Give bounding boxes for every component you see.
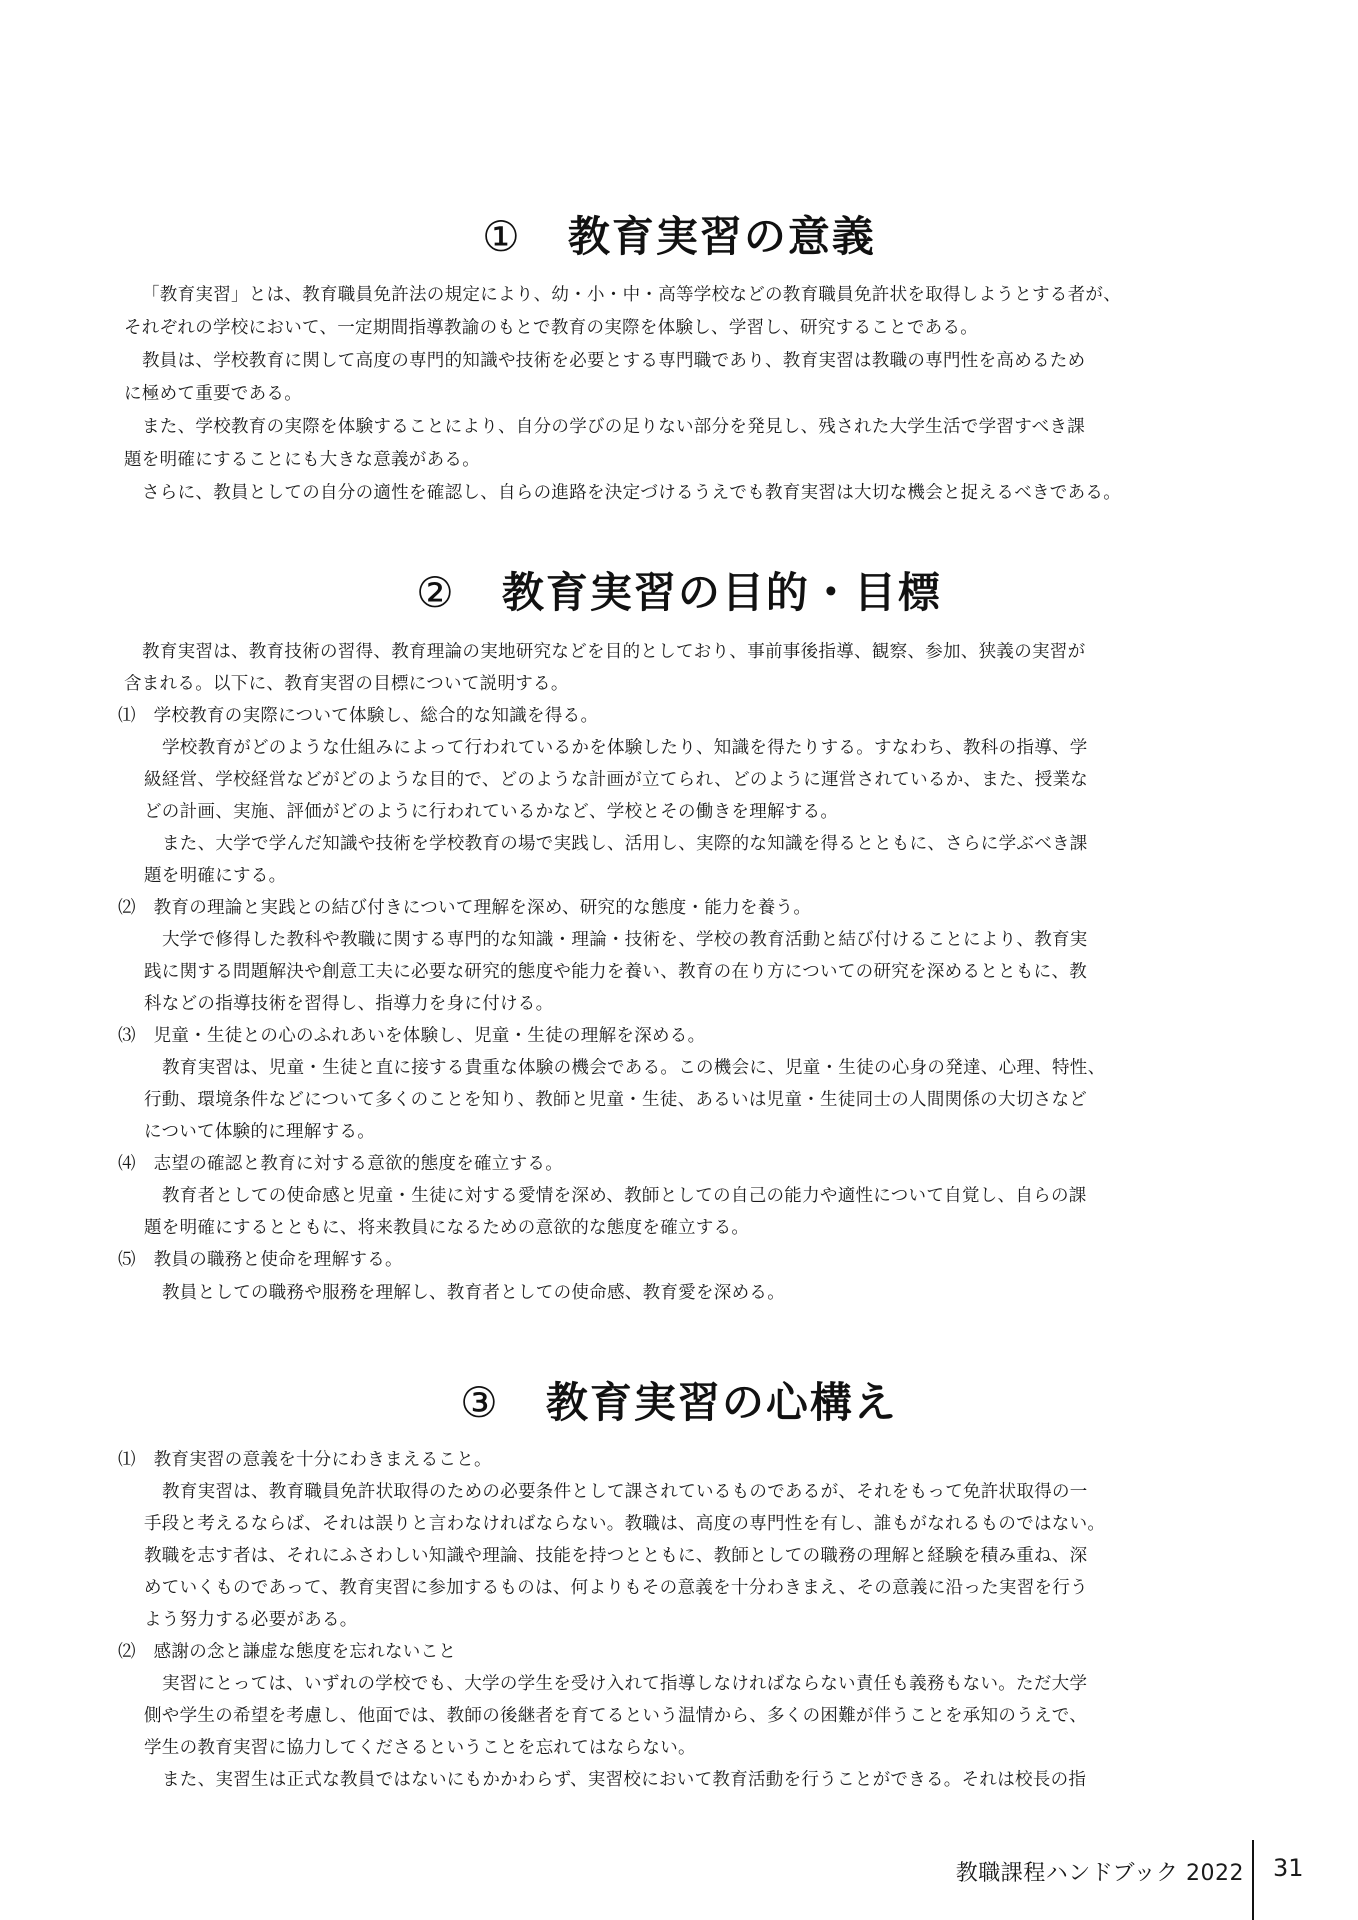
section-1-line: また、学校教育の実際を体験することにより、自分の学びの足りない部分を発見し、残された大学生活で学習すべき課 — [142, 417, 1086, 437]
section-1-line: に極めて重要である。 — [124, 384, 302, 404]
section-2-line: 大学で修得した教科や教職に関する専門的な知識・理論・技術を、学校の教育活動と結び付けることにより、教育実 — [162, 930, 1088, 950]
section-2-line: 学校教育がどのような仕組みによって行われているかを体験したり、知識を得たりする。すなわち、教科の指導、学 — [162, 738, 1088, 758]
section-1-title: 教育実習の意義 — [567, 212, 876, 261]
section-3-heading — [0, 1370, 1358, 1430]
section-2-line: について体験的に理解する。 — [144, 1122, 376, 1142]
page-footer — [0, 1840, 1358, 1900]
section-3-line: 手段と考えるならば、それは誤りと言わなければならない。教職は、高度の専門性を有し、誰もがなれるものではない。 — [144, 1514, 1106, 1534]
section-2-number: ② — [416, 568, 456, 617]
section-3-line: 教育実習は、教育職員免許状取得のための必要条件として課されているものであるが、それをもって免許状取得の一 — [162, 1482, 1088, 1502]
section-2-item-heading: ⑵ 教育の理論と実践との結び付きについて理解を深め、研究的な態度・能力を養う。 — [118, 898, 812, 918]
section-2-line: また、大学で学んだ知識や技術を学校教育の場で実践し、活用し、実際的な知識を得るとともに、さらに学ぶべき課 — [162, 834, 1088, 854]
footer-divider — [1252, 1840, 1254, 1920]
section-2-line: 教育実習は、教育技術の習得、教育理論の実地研究などを目的としており、事前事後指導、観察、参加、狭義の実習が — [142, 642, 1086, 662]
section-3-item-heading: ⑵ 感謝の念と謙虚な態度を忘れないこと — [118, 1642, 457, 1662]
section-2-heading — [0, 560, 1358, 620]
page-number: 31 — [1273, 1854, 1304, 1882]
section-3-number: ③ — [460, 1378, 500, 1427]
section-3-item-heading: ⑴ 教育実習の意義を十分にわきまえること。 — [118, 1450, 492, 1470]
section-2-line: 教育実習は、児童・生徒と直に接する貴重な体験の機会である。この機会に、児童・生徒の心身の発達、心理、特性、 — [162, 1058, 1106, 1078]
section-2-line: 教育者としての使命感と児童・生徒に対する愛情を深め、教師としての自己の能力や適性について自覚し、自らの課 — [162, 1186, 1087, 1206]
section-2-line: 題を明確にする。 — [144, 866, 287, 886]
section-1-line: それぞれの学校において、一定期間指導教諭のもとで教育の実際を体験し、学習し、研究することである。 — [124, 318, 979, 338]
section-1-line: 教員は、学校教育に関して高度の専門的知識や技術を必要とする専門職であり、教育実習は教職の専門性を高めるため — [142, 351, 1086, 371]
section-2-line: 科などの指導技術を習得し、指導力を身に付ける。 — [144, 994, 554, 1014]
section-2-line: どの計画、実施、評価がどのように行われているかなど、学校とその働きを理解する。 — [144, 802, 839, 822]
book-title: 教職課程ハンドブック 2022 — [955, 1861, 1244, 1886]
section-1-line: 題を明確にすることにも大きな意義がある。 — [124, 450, 480, 470]
section-2-line: 級経営、学校経営などがどのような目的で、どのような計画が立てられ、どのように運営されているか、また、授業な — [144, 770, 1089, 790]
section-3-line: また、実習生は正式な教員ではないにもかかわらず、実習校において教育活動を行うことができる。それは校長の指 — [162, 1770, 1087, 1790]
section-2-line: 含まれる。以下に、教育実習の目標について説明する。 — [124, 674, 569, 694]
section-2-line: 教員としての職務や服務を理解し、教育者としての使命感、教育愛を深める。 — [162, 1283, 785, 1303]
section-1-line: 「教育実習」とは、教育職員免許法の規定により、幼・小・中・高等学校などの教育職員免許状を取得しようとする者が、 — [142, 285, 1121, 305]
section-3-line: めていくものであって、教育実習に参加するものは、何よりもその意義を十分わきまえ、その意義に沿った実習を行う — [144, 1578, 1088, 1598]
section-2-title: 教育実習の目的・目標 — [501, 568, 942, 617]
section-3-line: 側や学生の希望を考慮し、他面では、教師の後継者を育てるという温情から、多くの困難が伴うことを承知のうえで、 — [144, 1706, 1088, 1726]
section-1-heading — [0, 204, 1358, 264]
section-1-line: さらに、教員としての自分の適性を確認し、自らの進路を決定づけるうえでも教育実習は大切な機会と捉えるべきである。 — [142, 483, 1121, 503]
section-3-title: 教育実習の心構え — [545, 1378, 898, 1427]
section-2-item-heading: ⑷ 志望の確認と教育に対する意欲的態度を確立する。 — [118, 1154, 563, 1174]
section-2-line: 践に関する問題解決や創意工夫に必要な研究的態度や能力を養い、教育の在り方についての研究を深めるとともに、教 — [144, 962, 1088, 982]
section-1-number: ① — [482, 212, 522, 261]
section-3-line: よう努力する必要がある。 — [144, 1610, 358, 1630]
section-3-line: 実習にとっては、いずれの学校でも、大学の学生を受け入れて指導しなければならない責任も義務もない。ただ大学 — [162, 1674, 1088, 1694]
section-2-item-heading: ⑴ 学校教育の実際について体験し、総合的な知識を得る。 — [118, 706, 599, 726]
section-3-line: 教職を志す者は、それにふさわしい知識や理論、技能を持つとともに、教師としての職務の理解と経験を積み重ね、深 — [144, 1546, 1088, 1566]
section-2-line: 行動、環境条件などについて多くのことを知り、教師と児童・生徒、あるいは児童・生徒同士の人間関係の大切さなど — [144, 1090, 1088, 1110]
section-2-line: 題を明確にするとともに、将来教員になるための意欲的な態度を確立する。 — [144, 1218, 750, 1238]
section-3-line: 学生の教育実習に協力してくださるということを忘れてはならない。 — [144, 1738, 696, 1758]
section-2-item-heading: ⑶ 児童・生徒との心のふれあいを体験し、児童・生徒の理解を深める。 — [118, 1026, 706, 1046]
section-2-item-heading: ⑸ 教員の職務と使命を理解する。 — [118, 1250, 403, 1270]
